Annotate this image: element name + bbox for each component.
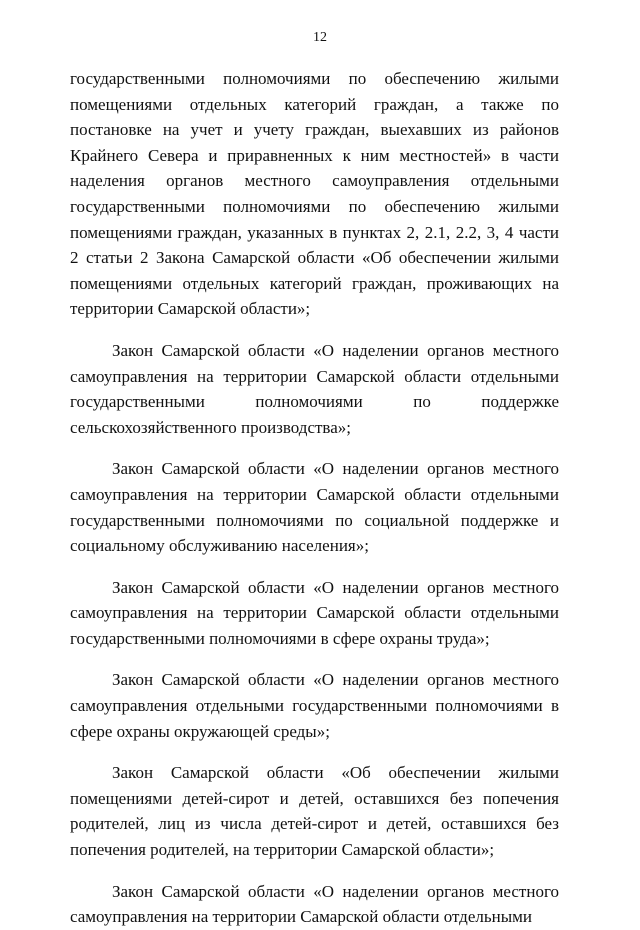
page-number: 12 — [313, 30, 327, 45]
paragraph-law-labor-protection: Закон Самарской области «О наделении органов местного самоуправления на территории Самарской области отдельными государственными полномочиями в сфере охраны труда»; — [70, 577, 559, 648]
paragraph-law-agriculture: Закон Самарской области «О наделении органов местного самоуправления на территории Самарской области отдельными государственными полномочиями по поддержке сельскохозяйственного производства»; — [70, 340, 559, 437]
paragraph-law-social-support: Закон Самарской области «О наделении органов местного самоуправления на территории Самарской области отдельными государственными полномочиями по социальной поддержке и социальному обслуживанию населения»; — [70, 459, 559, 556]
paragraph-law-orphans-housing: Закон Самарской области «Об обеспечении жилыми помещениями детей-сирот и детей, оставшихся без попечения родителей, лиц из числа детей-сирот и детей, оставшихся без попечения родителей, на территории Самарской области»; — [70, 763, 559, 860]
paragraph-law-truncated: Закон Самарской области «О наделении органов местного самоуправления на территории Самарской области отдельными — [70, 881, 559, 927]
paragraph-continuation: государственными полномочиями по обеспечению жилыми помещениями отдельных категорий граждан, а также по постановке на учет и учету граждан, выехавших из районов Крайнего Севера и приравненных к ним местностей» в части наделения органов местного самоуправления отдельными государственными полномочиями по обеспечению жилыми помещениями граждан, указанных в пунктах 2, 2.1, 2.2, 3, 4 части 2 статьи 2 Закона Самарской области «Об обеспечении жилыми помещениями отдельных категорий граждан, проживающих на территории Самарской области»; — [70, 69, 559, 319]
document-body — [70, 66, 559, 930]
paragraph-law-environment: Закон Самарской области «О наделении органов местного самоуправления отдельными государственными полномочиями в сфере охраны окружающей среды»; — [70, 670, 559, 741]
